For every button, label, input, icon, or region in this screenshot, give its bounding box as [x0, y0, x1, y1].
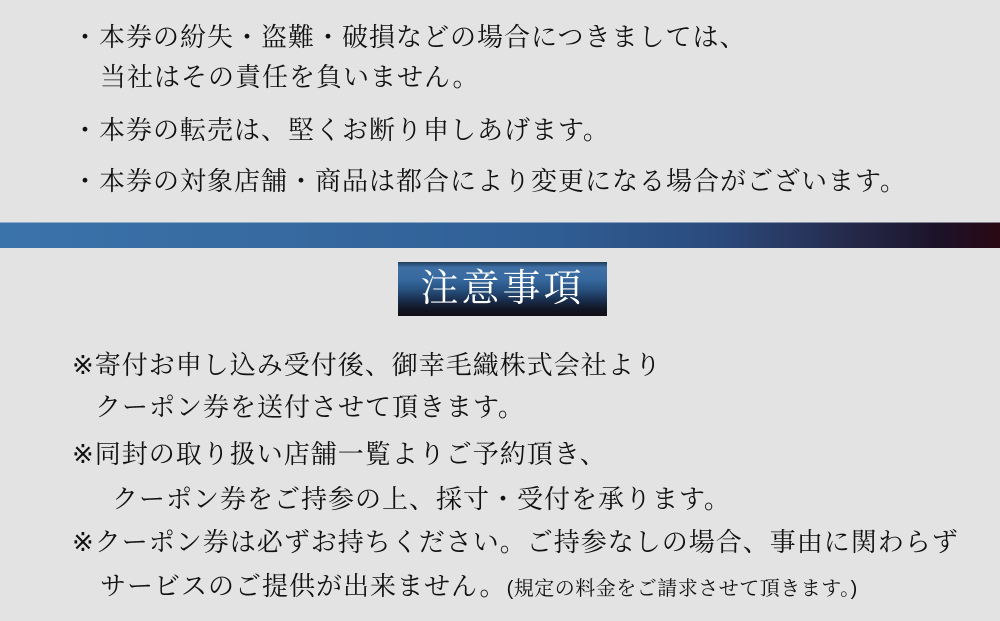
caution-line-coupon-sent-2: クーポン券を送付させて頂きます。	[95, 392, 525, 422]
caution-line-bring-coupon-2-main: サービスのご提供が出来ません。	[100, 571, 507, 601]
caution-heading-box	[398, 262, 607, 316]
caution-line-reservation-1: ※同封の取り扱い店舗一覧よりご予約頂き、	[72, 439, 607, 469]
caution-line-bring-coupon-1: ※クーポン券は必ずお持ちください。ご持参なしの場合、事由に関わらず	[72, 527, 959, 557]
caution-fine-print: (規定の料金をご請求させて頂きます。)	[506, 578, 858, 600]
note-line-resale-prohibited: ・本券の転売は、堅くお断り申しあげます。	[72, 115, 610, 145]
divider-bar	[0, 222, 1000, 248]
caution-line-bring-coupon-2	[100, 573, 858, 602]
note-line-loss-disclaimer-1: ・本券の紛失・盗難・破損などの場合につきましては、	[72, 22, 747, 52]
note-line-stores-subject-to-change: ・本券の対象店舗・商品は都合により変更になる場合がございます。	[72, 166, 907, 196]
caution-line-coupon-sent-1: ※寄付お申し込み受付後、御幸毛織株式会社より	[72, 350, 662, 380]
caution-heading-label: 注意事項	[420, 268, 585, 310]
caution-line-reservation-2: クーポン券をご持参の上、採寸・受付を承ります。	[112, 484, 731, 514]
note-line-loss-disclaimer-2: 当社はその責任を負いません。	[100, 62, 480, 92]
